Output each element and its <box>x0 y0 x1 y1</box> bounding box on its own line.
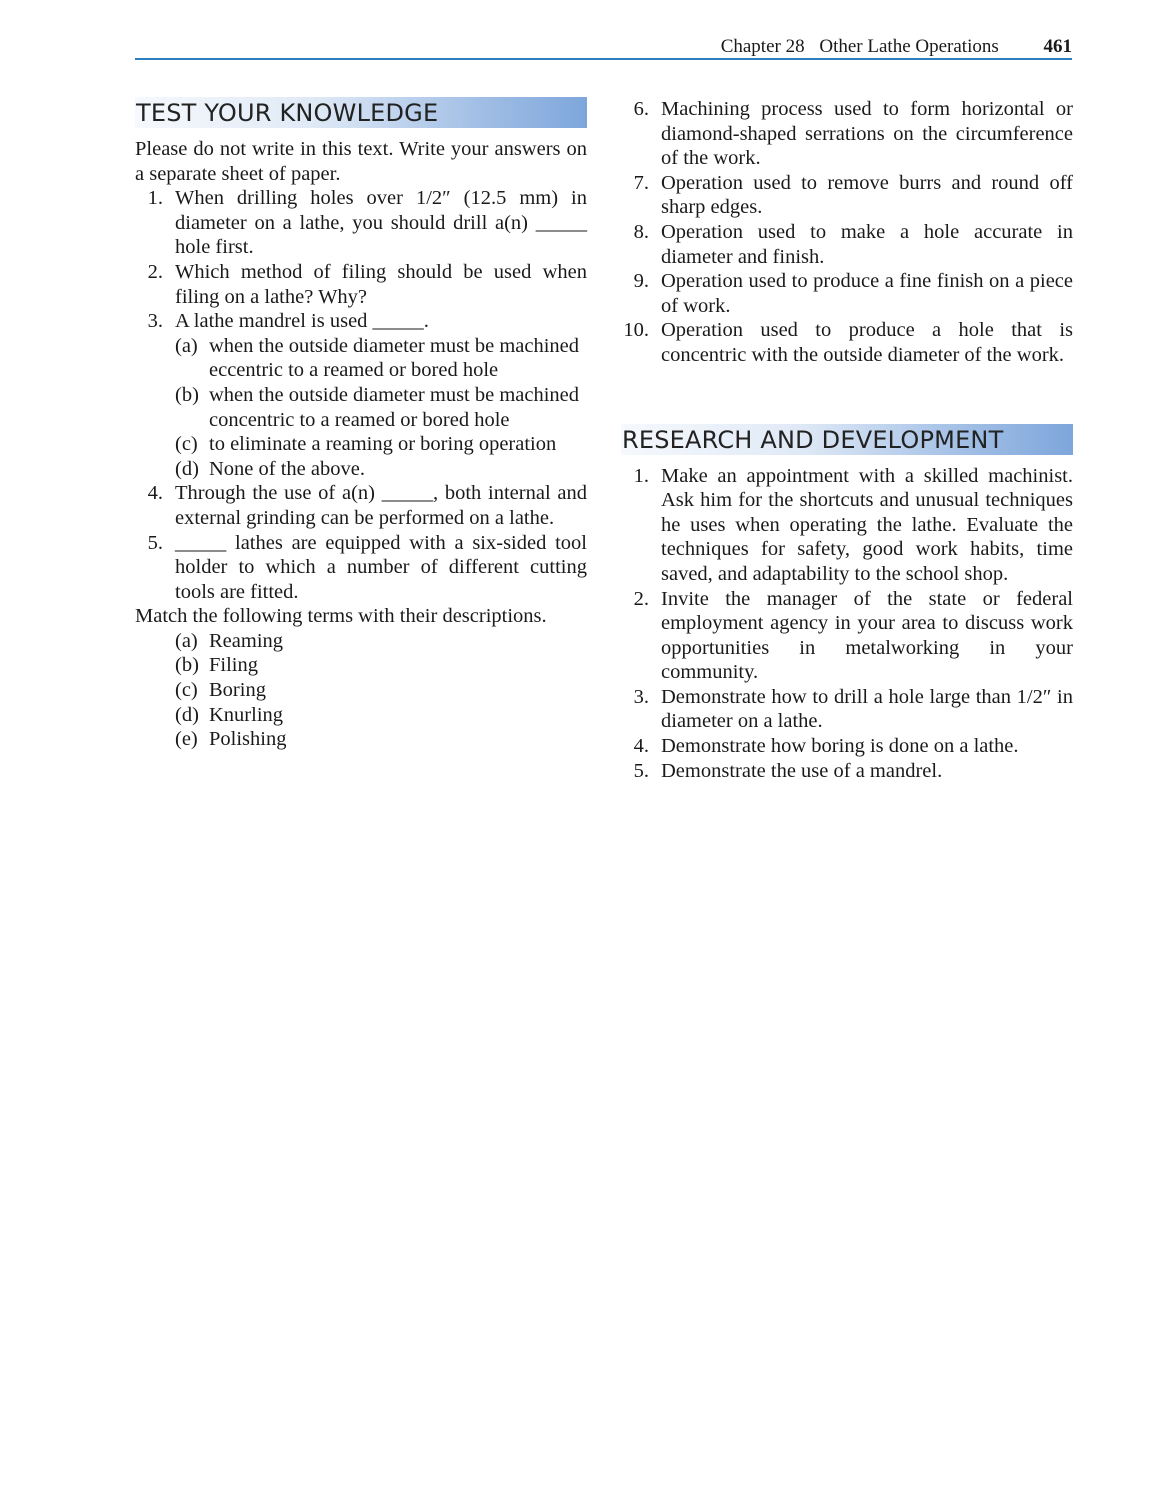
answer-choice <box>175 432 587 457</box>
matching-term <box>175 653 587 678</box>
description-number: 6. <box>633 98 649 120</box>
description-number: 8. <box>633 220 649 243</box>
choice-letter: (b) <box>175 383 199 406</box>
research-item <box>621 734 1073 759</box>
research-text: Demonstrate how boring is done on a lathe. <box>661 735 1019 758</box>
description-item <box>621 97 1073 171</box>
research-number: 1. <box>633 464 649 487</box>
answer-choice <box>175 334 587 383</box>
question-item <box>135 186 587 260</box>
choice-text: to eliminate a reaming or boring operation <box>209 433 557 456</box>
term-letter: (d) <box>175 703 199 726</box>
question-text: _____ lathes are equipped with a six-sided tool holder to which a number of different cutting tools are fitted. <box>175 531 587 603</box>
answer-choice <box>175 457 587 482</box>
instructions-paragraph: Please do not write in this text. Write your answers on a separate sheet of paper. <box>135 138 587 185</box>
question-text: A lathe mandrel is used _____. <box>175 310 429 333</box>
matching-term <box>175 629 587 654</box>
term-text: Filing <box>209 654 258 677</box>
description-item <box>621 269 1073 318</box>
term-text: Knurling <box>209 703 284 726</box>
choice-letter: (a) <box>175 334 198 357</box>
term-letter: (a) <box>175 629 198 652</box>
choice-text: when the outside diameter must be machined concentric to a reamed or bored hole <box>209 383 580 431</box>
research-text: Invite the manager of the state or federal employment agency in your area to discuss work opportunities in metalworking in your community. <box>661 587 1073 684</box>
description-text: Operation used to produce a hole that is concentric with the outside diameter of the work. <box>661 319 1073 366</box>
answer-choice <box>175 383 587 432</box>
question-item <box>135 481 587 530</box>
research-item <box>621 759 1073 784</box>
test-your-knowledge-heading: TEST YOUR KNOWLEDGE <box>135 97 587 128</box>
chapter-label: Chapter 28 <box>720 36 805 57</box>
research-number: 4. <box>633 735 649 758</box>
question-text: Which method of filing should be used when filing on a lathe? Why? <box>175 260 587 308</box>
question-item <box>135 260 587 309</box>
term-letter: (b) <box>175 654 199 677</box>
description-number: 10. <box>623 319 649 342</box>
running-header <box>135 36 1072 58</box>
term-text: Polishing <box>209 728 287 751</box>
research-number: 2. <box>633 587 649 610</box>
research-item <box>621 587 1073 685</box>
matching-term <box>175 703 587 728</box>
description-item <box>621 171 1073 220</box>
choice-text: None of the above. <box>209 457 365 480</box>
question-number: 3. <box>147 310 163 333</box>
term-letter: (c) <box>175 679 198 702</box>
matching-terms <box>135 629 587 752</box>
choice-letter: (c) <box>175 433 198 456</box>
choice-letter: (d) <box>175 457 199 480</box>
research-text: Demonstrate how to drill a hole large than 1/2″ in diameter on a lathe. <box>661 685 1073 733</box>
right-column <box>621 97 1073 783</box>
description-text: Operation used to make a hole accurate in diameter and finish. <box>661 220 1073 268</box>
research-and-development-heading: RESEARCH AND DEVELOPMENT <box>621 424 1073 455</box>
research-text: Demonstrate the use of a mandrel. <box>661 759 943 782</box>
research-number: 5. <box>633 759 649 782</box>
description-number: 7. <box>633 171 649 194</box>
research-item <box>621 464 1073 587</box>
description-text: Operation used to remove burrs and round off sharp edges. <box>661 171 1073 219</box>
matching-term <box>175 727 587 752</box>
term-text: Reaming <box>209 629 284 652</box>
question-number: 4. <box>147 482 163 505</box>
term-text: Boring <box>209 679 266 702</box>
question-list <box>135 186 587 604</box>
research-text: Make an appointment with a skilled machinist. Ask him for the shortcuts and unusual techniques he uses when operating the lathe. Evaluate the techniques for safety, good work habits, time saved, and adaptability to the school shop. <box>661 464 1073 585</box>
question-number: 1. <box>147 187 163 210</box>
research-list <box>621 464 1073 784</box>
choice-text: when the outside diameter must be machined eccentric to a reamed or bored hole <box>209 334 580 382</box>
question-text: Through the use of a(n) _____, both internal and external grinding can be performed on a lathe. <box>175 482 587 529</box>
question-number: 2. <box>147 260 163 283</box>
question-text: When drilling holes over 1/2″ (12.5 mm) in diameter on a lathe, you should drill a(n) _____ hole first. <box>175 187 587 259</box>
left-column <box>135 97 587 752</box>
matching-descriptions <box>621 97 1073 368</box>
term-letter: (e) <box>175 728 198 751</box>
question-item <box>135 309 587 481</box>
page-number: 461 <box>1043 36 1072 57</box>
matching-term <box>175 678 587 703</box>
research-item <box>621 685 1073 734</box>
answer-choices <box>175 334 587 482</box>
description-text: Operation used to produce a fine finish on a piece of work. <box>661 270 1073 317</box>
question-item <box>135 531 587 605</box>
description-item <box>621 220 1073 269</box>
description-number: 9. <box>633 270 649 293</box>
description-text: Machining process used to form horizontal or diamond-shaped serrations on the circumference of the work. <box>661 98 1073 170</box>
matching-instructions: Match the following terms with their descriptions. <box>135 605 547 628</box>
chapter-title: Other Lathe Operations <box>819 36 999 57</box>
question-number: 5. <box>147 531 163 554</box>
header-rule <box>135 58 1072 60</box>
research-number: 3. <box>633 685 649 708</box>
description-item <box>621 318 1073 367</box>
